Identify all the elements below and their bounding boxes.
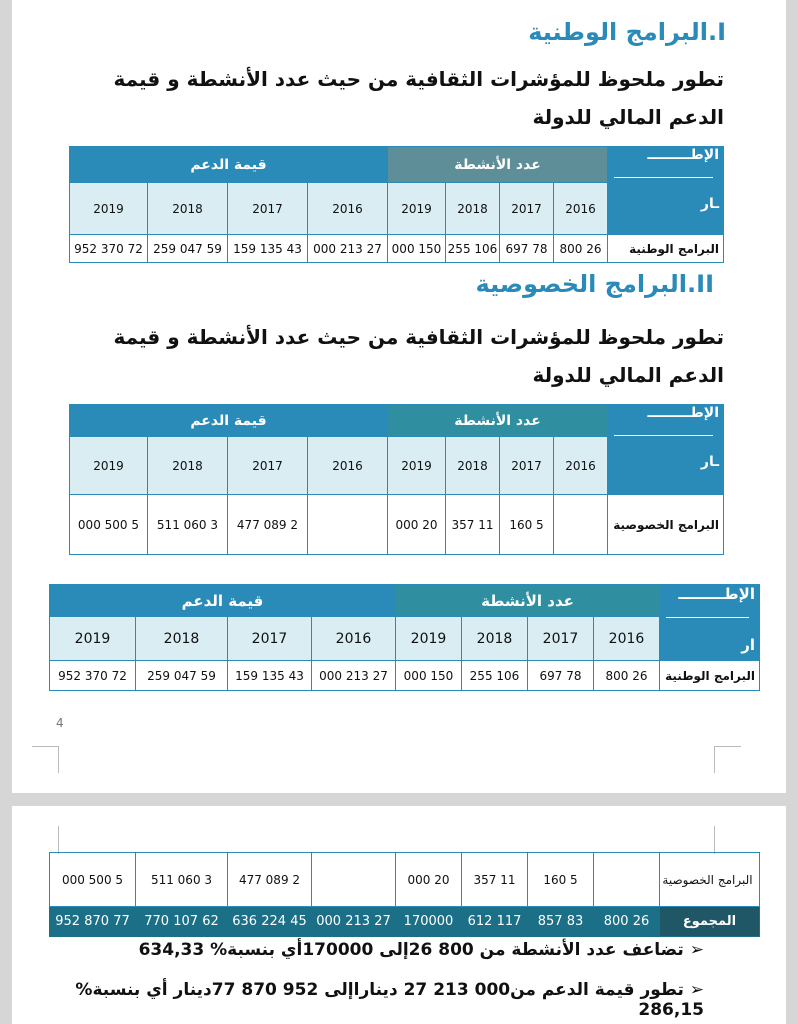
bullet-text: تطور قيمة الدعم من000 213 27 ديناراإلى 952 870 77دينار أي بنسبة% 286,15 — [75, 980, 704, 1020]
table-cell: 27 213 000 — [312, 661, 396, 691]
total-cell: 45 224 636 — [228, 907, 312, 937]
table-cell: 5 160 — [528, 853, 594, 907]
table-cell: 3 060 511 — [136, 853, 228, 907]
table-cell: 2 089 477 — [227, 495, 307, 555]
table-cell: 78 697 — [500, 235, 554, 263]
year-cell: 2017 — [528, 617, 594, 661]
corner-label-top: الإطـــــــــ — [647, 147, 719, 163]
total-cell: 117 612 — [462, 907, 528, 937]
table-cell — [312, 853, 396, 907]
year-cell: 2018 — [446, 183, 500, 235]
table-totals — [49, 852, 760, 937]
header-activities: عدد الأنشطة — [387, 405, 607, 437]
heading-special-programs: II.البرامج الخصوصية — [475, 270, 714, 298]
corner-label-bottom: ـار — [700, 454, 719, 470]
crop-mark — [32, 826, 59, 854]
year-cell: 2016 — [307, 183, 387, 235]
corner-label-top: الإطـــــــــ — [647, 405, 719, 421]
table-cell — [554, 495, 608, 555]
header-support: قيمة الدعم — [69, 147, 387, 183]
table-cell — [307, 495, 387, 555]
year-cell: 2018 — [446, 437, 500, 495]
arrow-bullet-icon: ➢ — [683, 980, 704, 1000]
table-cell: 11 357 — [462, 853, 528, 907]
table-cell: 72 370 952 — [69, 235, 147, 263]
year-cell: 2018 — [462, 617, 528, 661]
year-cell: 2019 — [387, 437, 445, 495]
table-cell: 26 800 — [554, 235, 608, 263]
bullet-item-1 — [139, 940, 704, 960]
year-cell: 2016 — [307, 437, 387, 495]
table-cell: 27 213 000 — [307, 235, 387, 263]
header-support: قيمة الدعم — [69, 405, 387, 437]
year-cell: 2017 — [500, 437, 554, 495]
table-cell: 20 000 — [396, 853, 462, 907]
table-cell: 5 500 000 — [50, 853, 136, 907]
year-cell: 2018 — [147, 437, 227, 495]
crop-mark — [714, 826, 741, 854]
header-activities: عدد الأنشطة — [387, 147, 607, 183]
year-cell: 2018 — [147, 183, 227, 235]
table-cell: 150 000 — [396, 661, 462, 691]
year-cell: 2016 — [554, 183, 608, 235]
year-cell: 2017 — [227, 437, 307, 495]
table-cell: 43 135 159 — [227, 235, 307, 263]
table-cell: 2 089 477 — [228, 853, 312, 907]
total-cell: 27 213 000 — [312, 907, 396, 937]
corner-label-bottom: ـار — [700, 196, 719, 212]
year-cell: 2017 — [227, 183, 307, 235]
table-cell: 78 697 — [528, 661, 594, 691]
year-cell: 2016 — [554, 437, 608, 495]
row-label: البرامج الوطنية — [660, 661, 760, 691]
year-cell: 2019 — [69, 437, 147, 495]
table-corner — [660, 585, 760, 661]
document-page-2 — [12, 806, 786, 1024]
table-cell — [594, 853, 660, 907]
table-national-programs — [69, 146, 724, 263]
page-number: 4 — [56, 716, 64, 730]
header-support: قيمة الدعم — [49, 585, 395, 617]
row-label: البرامج الخصوصية — [608, 495, 724, 555]
table-cell: 26 800 — [594, 661, 660, 691]
total-cell: 83 857 — [528, 907, 594, 937]
table-cell: 43 135 159 — [228, 661, 312, 691]
total-label: المجموع — [660, 907, 760, 937]
heading-national-programs: I.البرامج الوطنية — [528, 18, 726, 46]
table-special-programs — [69, 404, 724, 555]
bullet-text: تضاعف عدد الأنشطة من 800 26إلى 170000أي بنسبة% 634,33 — [138, 940, 684, 960]
arrow-bullet-icon: ➢ — [683, 940, 704, 960]
table-cell: 106 255 — [462, 661, 528, 691]
crop-mark — [32, 746, 59, 773]
total-cell: 170000 — [396, 907, 462, 937]
table-cell: 59 047 259 — [147, 235, 227, 263]
year-cell: 2019 — [69, 183, 147, 235]
year-cell: 2017 — [500, 183, 554, 235]
row-label: البرامج الخصوصية — [660, 853, 760, 907]
total-cell: 77 870 952 — [50, 907, 136, 937]
year-cell: 2019 — [49, 617, 135, 661]
year-cell: 2019 — [396, 617, 462, 661]
table-cell: 106 255 — [446, 235, 500, 263]
table-cell: 20 000 — [387, 495, 445, 555]
header-activities: عدد الأنشطة — [396, 585, 660, 617]
table-cell: 150 000 — [387, 235, 445, 263]
document-page-1 — [12, 0, 786, 793]
corner-label-top: الإطـــــــــ — [678, 585, 755, 603]
total-cell: 62 107 770 — [136, 907, 228, 937]
bullet-item-2 — [12, 980, 704, 1020]
paragraph-2: تطور ملحوظ للمؤشرات الثقافية من حيث عدد الأنشطة و قيمة الدعم المالي للدولة — [113, 325, 724, 387]
year-cell: 2018 — [136, 617, 228, 661]
year-cell: 2019 — [387, 183, 445, 235]
year-cell: 2016 — [312, 617, 396, 661]
table-cell: 72 370 952 — [49, 661, 135, 691]
table-cell: 59 047 259 — [136, 661, 228, 691]
table-cell: 5 500 000 — [69, 495, 147, 555]
total-cell: 26 800 — [594, 907, 660, 937]
table-corner — [608, 405, 724, 495]
year-cell: 2016 — [594, 617, 660, 661]
table-cell: 3 060 511 — [147, 495, 227, 555]
crop-mark — [714, 746, 741, 773]
corner-label-bottom: ار — [741, 636, 755, 654]
paragraph-1: تطور ملحوظ للمؤشرات الثقافية من حيث عدد الأنشطة و قيمة الدعم المالي للدولة — [113, 67, 724, 129]
table-national-programs-summary — [49, 584, 760, 691]
table-cell: 5 160 — [500, 495, 554, 555]
table-corner — [608, 147, 724, 235]
table-cell: 11 357 — [446, 495, 500, 555]
row-label: البرامج الوطنية — [608, 235, 724, 263]
year-cell: 2017 — [228, 617, 312, 661]
